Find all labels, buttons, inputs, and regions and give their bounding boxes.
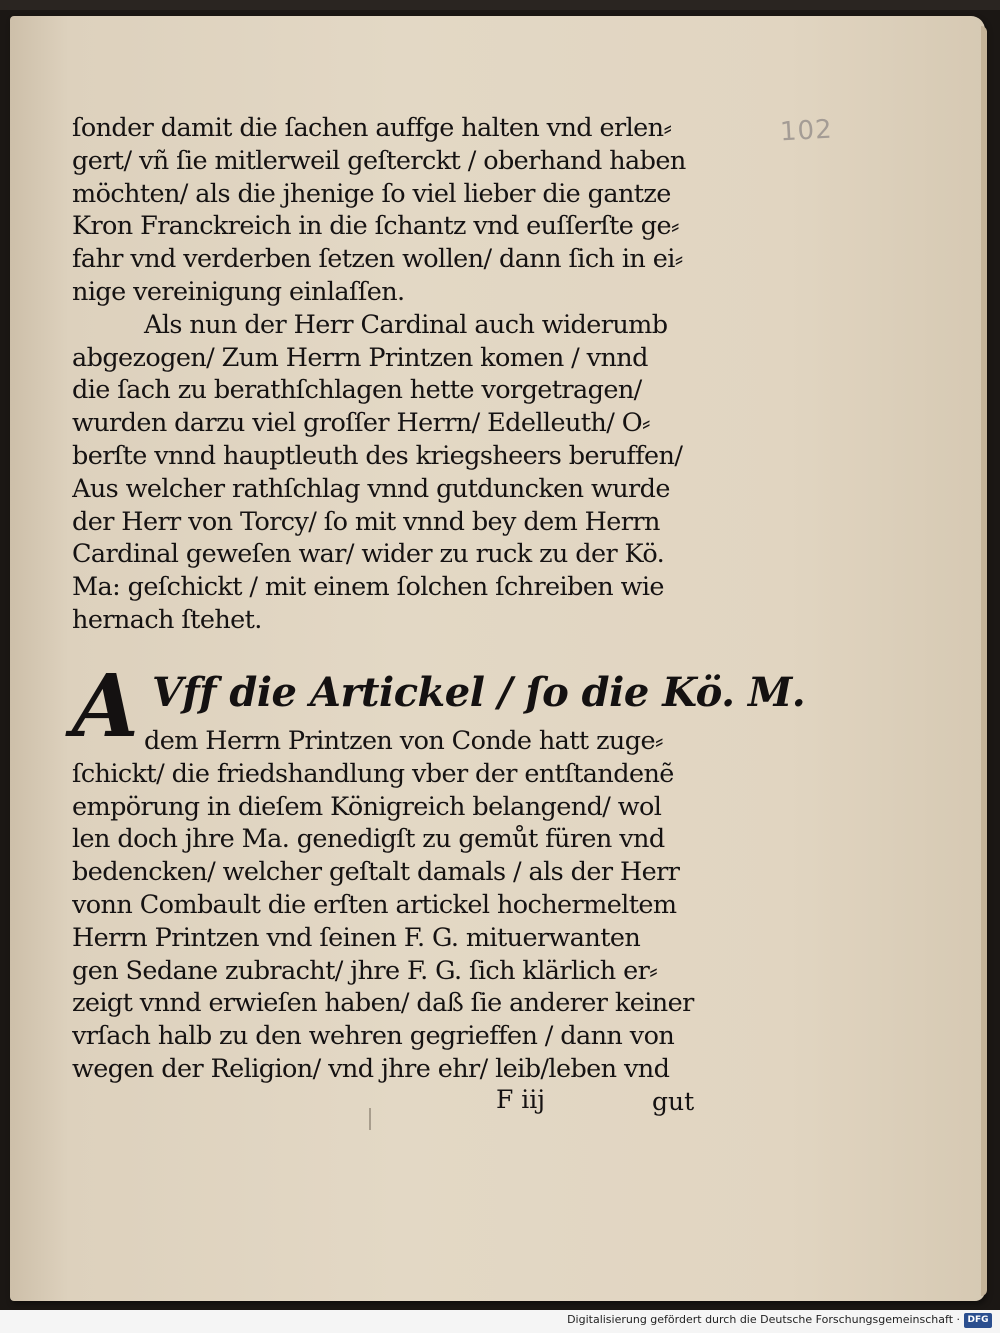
text-line: len doch jhre Ma. genedigſt zu gemůt füren vnd <box>72 824 665 855</box>
catchword: gut <box>652 1087 695 1116</box>
text-line: ſchickt/ die friedshandlung vber der entſtandenẽ <box>72 758 674 789</box>
text-line: gen Sedane zubracht/ jhre F. G. ſich klärlich er⸗ <box>72 955 658 986</box>
text-section-2 <box>72 656 806 1084</box>
text-line: bedencken/ welcher geſtalt damals / als der Herr <box>72 857 680 888</box>
section-2-body <box>72 725 712 1086</box>
text-line: Kron Franckreich in die ſchantz vnd euſſerſte ge⸗ <box>72 211 679 242</box>
text-line: abgezogen/ Zum Herrn Printzen komen / vnnd <box>72 342 648 373</box>
text-line: fahr vnd verderben ſetzen wollen/ dann ſich in ei⸗ <box>72 244 683 275</box>
text-line: vrſach halb zu den wehren gegrieffen / dann von <box>72 1021 675 1052</box>
text-line: Ma: geſchickt / mit einem ſolchen ſchreiben wie <box>72 572 664 603</box>
text-line: möchten/ als die jhenige ſo viel lieber die gantze <box>72 178 671 209</box>
scan-top-edge <box>0 0 1000 10</box>
text-line: hernach ſtehet. <box>72 604 262 635</box>
ink-speck <box>369 1108 371 1130</box>
text-line: ſonder damit die ſachen auffge halten vnd erlen⸗ <box>72 113 672 143</box>
signature-mark: F iij <box>496 1085 546 1114</box>
funding-credit: Digitalisierung gefördert durch die Deutsche Forschungsgemeinschaft · <box>567 1313 960 1326</box>
text-line: Aus welcher rathſchlag vnnd gutduncken wurde <box>72 473 670 504</box>
page-edge <box>981 26 987 1296</box>
text-line: wurden darzu viel groſſer Herrn/ Edelleuth/ O⸗ <box>72 408 650 439</box>
text-line: gert/ vñ ſie mitlerweil geſterckt / oberhand haben <box>72 145 686 176</box>
text-line: Cardinal geweſen war/ wider zu ruck zu der Kö. <box>72 539 665 570</box>
text-line: Herrn Printzen vnd ſeinen F. G. mituerwanten <box>72 922 641 953</box>
dfg-logo: DFG <box>964 1313 992 1328</box>
text-line: wegen der Religion/ vnd jhre ehr/ leib/leben vnd <box>72 1053 670 1084</box>
text-line: empörung in dieſem Königreich belangend/ wol <box>72 791 662 822</box>
text-line: Als nun der Herr Cardinal auch widerumb <box>144 309 668 340</box>
drop-initial: A <box>72 656 139 757</box>
text-line: der Herr von Torcy/ ſo mit vnnd bey dem Herrn <box>72 506 660 537</box>
text-line: vonn Combault die erſten artickel hochermeltem <box>72 889 677 920</box>
folio-number: 102 <box>779 114 834 148</box>
heading-text: Vff die Artickel / ſo die Kö. M. <box>152 669 806 716</box>
text-line: berſte vnnd hauptleuth des kriegsheers beruffen/ <box>72 440 683 471</box>
text-line: die ſach zu berathſchlagen hette vorgetragen/ <box>72 375 642 406</box>
text-line: zeigt vnnd erwieſen haben/ daß ſie anderer keiner <box>72 988 694 1019</box>
text-line: nige vereinigung einlaſſen. <box>72 276 405 307</box>
text-section-1 <box>72 112 707 637</box>
text-line: dem Herrn Printzen von Conde hatt zuge⸗ <box>144 726 663 756</box>
